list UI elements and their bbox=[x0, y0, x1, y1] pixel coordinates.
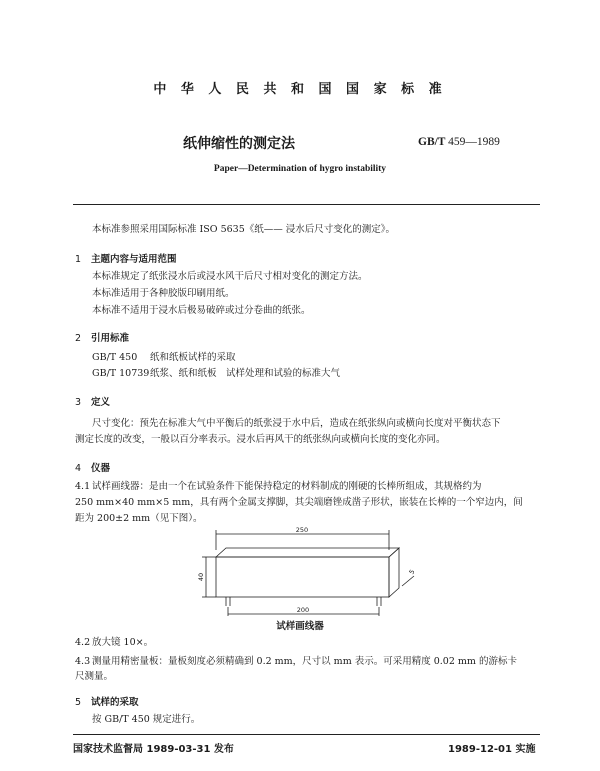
section-4-title: 仪器 bbox=[91, 463, 111, 474]
item-4-3-line bbox=[75, 656, 517, 668]
scriber-figure bbox=[180, 524, 440, 616]
footer-divider bbox=[73, 734, 540, 735]
reference-code: GB/T 450 bbox=[92, 352, 138, 363]
dim-label-thickness: 5 bbox=[407, 568, 417, 576]
section-5-number: 5 bbox=[75, 697, 82, 708]
standard-prefix: GB/T bbox=[418, 136, 449, 148]
section-1-number: 1 bbox=[75, 254, 82, 265]
effective-date: 1989-12-01 实施 bbox=[448, 744, 536, 755]
item-4-3-line: 尺测量。 bbox=[75, 671, 114, 682]
section-2-heading bbox=[75, 330, 129, 344]
item-4-1-line bbox=[75, 481, 482, 493]
scriber-bar-top bbox=[216, 548, 399, 557]
english-title: Paper—Determination of hygro instability bbox=[213, 164, 387, 174]
item-4-2 bbox=[75, 637, 153, 649]
section-1-title: 主题内容与适用范围 bbox=[91, 254, 177, 265]
standard-code: 459—1989 bbox=[448, 136, 500, 148]
section-3-line: 测定长度的改变，一般以百分率表示。浸水后再风干的纸张纵向或横向长度的变化亦同。 bbox=[75, 434, 446, 445]
section-1-line: 本标准不适用于浸水后极易破碎或过分卷曲的纸张。 bbox=[92, 305, 311, 316]
section-3-heading bbox=[75, 394, 110, 408]
section-2-title: 引用标准 bbox=[91, 333, 130, 344]
section-2-number: 2 bbox=[75, 333, 82, 344]
reference-title: 纸和纸板试样的采取 bbox=[150, 352, 236, 363]
item-4-2-text: 放大镜 10×。 bbox=[92, 637, 154, 648]
scriber-bar-front bbox=[216, 557, 389, 597]
figure-caption: 试样画线器 bbox=[276, 621, 324, 632]
organization-heading: 中 华 人 民 共 和 国 国 家 标 准 bbox=[153, 82, 447, 97]
dim-line-thickness bbox=[402, 576, 414, 586]
section-1-heading bbox=[75, 251, 177, 265]
scriber-bar-end bbox=[389, 548, 399, 597]
document-title: 纸伸缩性的测定法 bbox=[183, 136, 295, 152]
section-4-number: 4 bbox=[75, 463, 82, 474]
reference-item bbox=[92, 368, 340, 380]
item-4-1-line: 距为 200±2 mm（见下图）。 bbox=[75, 513, 203, 524]
section-3-title: 定义 bbox=[91, 397, 111, 408]
item-4-1-line: 250 mm×40 mm×5 mm，具有两个金属支撑脚，其尖端磨锉成凿子形状，嵌装在长棒的一个窄边内，间 bbox=[75, 497, 523, 508]
item-4-1-label: 4.1 bbox=[75, 481, 91, 492]
reference-title: 纸浆、纸和纸板 试样处理和试验的标准大气 bbox=[150, 368, 341, 379]
reference-code: GB/T 10739 bbox=[92, 368, 150, 379]
reference-item bbox=[92, 352, 236, 364]
section-3-line: 尺寸变化：预先在标准大气中平衡后的纸张浸于水中后，造成在纸张纵向或横向长度对平衡状态下 bbox=[92, 418, 501, 429]
item-4-1-text: 试样画线器：是由一个在试验条件下能保持稳定的材料制成的刚硬的长棒所组成，其规格约为 bbox=[92, 481, 482, 492]
dim-label-height: 40 bbox=[197, 572, 205, 582]
intro-paragraph: 本标准参照采用国际标准 ISO 5635《纸—— 浸水后尺寸变化的测定》。 bbox=[92, 224, 396, 235]
standard-number bbox=[418, 136, 500, 148]
dim-label-length: 250 bbox=[295, 526, 309, 534]
item-4-3-text: 测量用精密量板：量板刻度必须精确到 0.2 mm，尺寸以 mm 表示。可采用精度 0.02 mm 的游标卡 bbox=[92, 656, 517, 667]
section-5-text: 按 GB/T 450 规定进行。 bbox=[92, 714, 201, 725]
header-divider bbox=[73, 204, 540, 205]
section-1-line: 本标准规定了纸张浸水后或浸水风干后尺寸相对变化的测定方法。 bbox=[92, 271, 368, 282]
section-5-title: 试样的采取 bbox=[91, 697, 139, 708]
item-4-3-label: 4.3 bbox=[75, 656, 91, 667]
section-1-line: 本标准适用于各种胶版印刷用纸。 bbox=[92, 288, 235, 299]
section-3-number: 3 bbox=[75, 397, 82, 408]
dim-label-spacing: 200 bbox=[296, 606, 310, 614]
section-4-heading bbox=[75, 460, 110, 474]
issue-date: 国家技术监督局 1989-03-31 发布 bbox=[73, 744, 234, 755]
section-5-heading bbox=[75, 694, 139, 708]
item-4-2-label: 4.2 bbox=[75, 637, 91, 648]
